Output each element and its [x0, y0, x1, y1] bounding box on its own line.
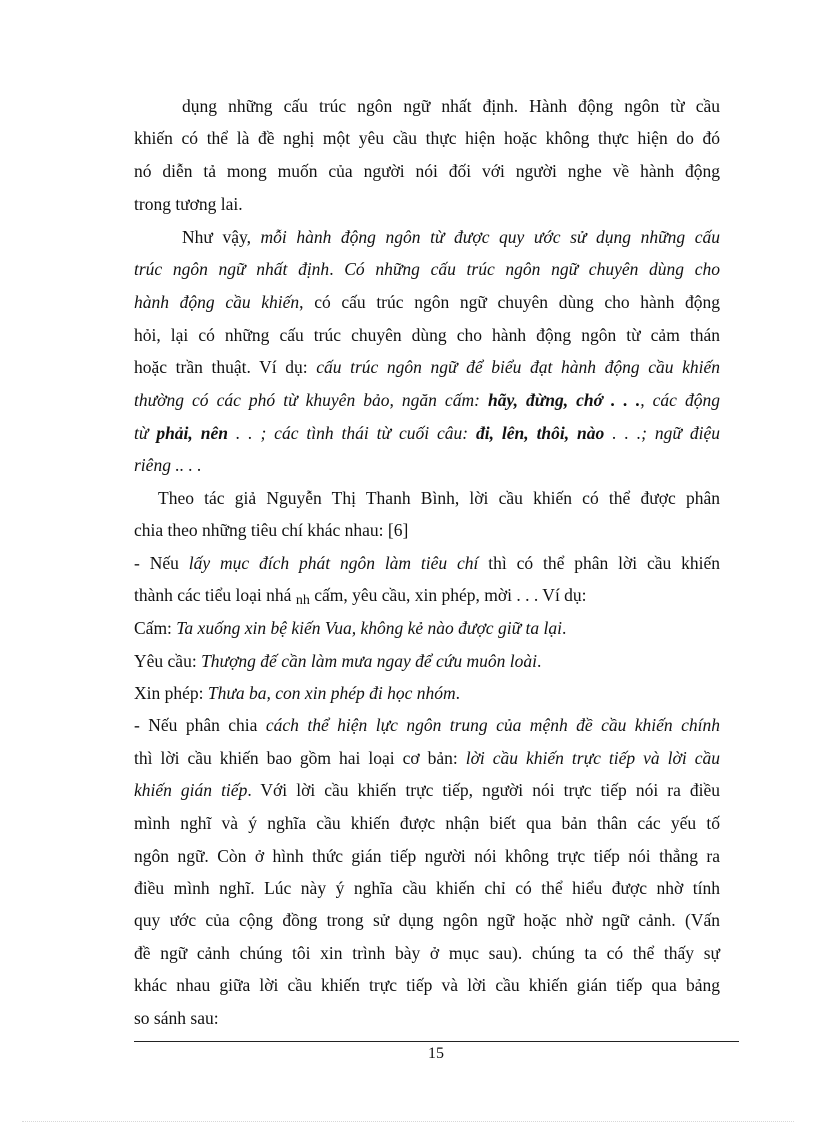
text-run: đề ngữ cảnh chúng tôi xin trình bày ở mục sau). chúng ta có thể thấy sự [134, 943, 720, 963]
text-run: riêng .. . . [134, 455, 202, 475]
text-line-10 [134, 389, 720, 411]
text-run: nh [295, 593, 310, 608]
text-run: hoặc trần thuật. Ví dụ: [134, 357, 317, 377]
text-run: . . ; các tình thái từ cuối câu: [227, 423, 477, 443]
text-run: trúc ngôn ngữ nhất định [134, 259, 330, 279]
text-line-3 [134, 160, 720, 182]
text-line-26 [134, 909, 720, 931]
text-run: Xin phép: [134, 683, 208, 703]
text-run: ngôn ngữ. Còn ở hình thức gián tiếp người nói không trực tiếp nói thẳng ra [134, 846, 720, 866]
text-run: thì có thể phân lời cầu khiến [478, 553, 721, 573]
text-line-12 [134, 454, 720, 476]
text-run: cấu trúc ngôn ngữ để biểu đạt hành động cầu khiến [316, 357, 720, 377]
text-run: hỏi, lại có những cấu trúc chuyên dùng cho hành động ngôn từ cảm thán [134, 325, 720, 345]
text-run: Theo tác giả Nguyễn Thị Thanh Bình, lời cầu khiến có thể được phân [158, 488, 720, 508]
text-run: thành các tiểu loại nhá [134, 585, 296, 605]
text-run: . [536, 651, 542, 671]
text-run: đi, lên, thôi, nào [476, 423, 605, 443]
text-line-16 [134, 584, 720, 612]
text-run: , có cấu trúc ngôn ngữ chuyên dùng cho hành động [299, 292, 720, 312]
text-line-24 [134, 845, 720, 867]
text-run: nó diễn tả mong muốn của người nói đối với người nghe về hành động [134, 161, 720, 181]
text-line-1 [134, 95, 720, 117]
text-run: lời cầu khiến trực tiếp và lời cầu [465, 748, 720, 768]
text-run: Ta xuống xin bệ kiến Vua, không kẻ nào được giữ ta lại [176, 618, 562, 638]
text-run: thì lời cầu khiến bao gồm hai loại cơ bản: [134, 748, 466, 768]
text-run: lấy mục đích phát ngôn làm tiêu chí [188, 553, 479, 573]
text-line-25 [134, 877, 720, 899]
text-line-4 [134, 193, 720, 215]
text-run: điều mình nghĩ. Lúc này ý nghĩa cầu khiến chỉ có thể hiểu được nhờ tính [134, 878, 720, 898]
text-line-28 [134, 974, 720, 996]
text-run: , các động [640, 390, 720, 410]
text-run: hãy, đừng, chớ . . . [487, 390, 641, 410]
text-run: . . .; ngữ điệu [604, 423, 720, 443]
text-line-18 [134, 650, 720, 672]
page-boundary [22, 1121, 794, 1122]
text-run: Có những cấu trúc ngôn ngữ chuyên dùng cho [344, 259, 720, 279]
text-line-22 [134, 779, 720, 801]
text-run: mỗi hành động ngôn từ được quy ước sử dụng những cấu [260, 227, 720, 247]
text-run: . Với lời cầu khiến trực tiếp, người nói trực tiếp nói ra điều [247, 780, 720, 800]
text-line-17 [134, 617, 720, 639]
text-run: Thưa ba, con xin phép đi học nhóm [207, 683, 456, 703]
text-run: chia theo những tiêu chí khác nhau: [6] [134, 520, 409, 540]
text-line-2 [134, 127, 720, 149]
text-run: thường có các phó từ khuyên bảo, ngăn cấm: [134, 390, 488, 410]
text-line-27 [134, 942, 720, 964]
text-line-11 [134, 422, 720, 444]
text-run: - Nếu [134, 553, 189, 573]
text-line-19 [134, 682, 720, 704]
text-run: Cấm: [134, 618, 177, 638]
text-run: so sánh sau: [134, 1008, 219, 1028]
text-line-7 [134, 291, 720, 313]
text-run: hành động cầu khiến [134, 292, 300, 312]
text-run: Yêu cầu: [134, 651, 202, 671]
text-run: khiến gián tiếp [134, 780, 248, 800]
text-run: dụng những cấu trúc ngôn ngữ nhất định. Hành động ngôn từ cầu [182, 96, 720, 116]
text-run: Thượng đế cần làm mưa ngay để cứu muôn loài [201, 651, 537, 671]
text-line-13 [134, 487, 720, 509]
text-run: cách thể hiện lực ngôn trung của mệnh đề cầu khiến chính [265, 715, 720, 735]
text-run: - Nếu phân chia [134, 715, 266, 735]
text-line-8 [134, 324, 720, 346]
text-line-15 [134, 552, 720, 574]
text-run: cấm, yêu cầu, xin phép, mời . . . Ví dụ: [309, 585, 587, 605]
text-run: . [455, 683, 460, 703]
text-run: mình nghĩ và ý nghĩa cầu khiến được nhận biết qua bản thân các yếu tố [134, 813, 720, 833]
text-run: . [329, 259, 345, 279]
text-line-23 [134, 812, 720, 834]
text-line-6 [134, 258, 720, 280]
text-line-21 [134, 747, 720, 769]
text-run: quy ước của cộng đồng trong sử dụng ngôn ngữ hoặc nhờ ngữ cảnh. (Vấn [134, 910, 720, 930]
text-run: phải, nên [156, 423, 228, 443]
text-line-14 [134, 519, 720, 541]
text-run: Như vậy, [182, 227, 261, 247]
text-run: trong tương lai. [134, 194, 243, 214]
text-run: . [561, 618, 567, 638]
text-line-29 [134, 1007, 720, 1029]
text-run: khiến có thể là đề nghị một yêu cầu thực hiện hoặc không thực hiện do đó [134, 128, 720, 148]
text-run: khác nhau giữa lời cầu khiến trực tiếp và lời cầu khiến gián tiếp qua bảng [134, 975, 720, 995]
page-number: 15 [428, 1045, 444, 1062]
footer-rule [134, 1041, 739, 1042]
text-run: từ [134, 423, 157, 443]
text-line-5 [134, 226, 720, 248]
text-line-9 [134, 356, 720, 378]
text-line-20 [134, 714, 720, 736]
